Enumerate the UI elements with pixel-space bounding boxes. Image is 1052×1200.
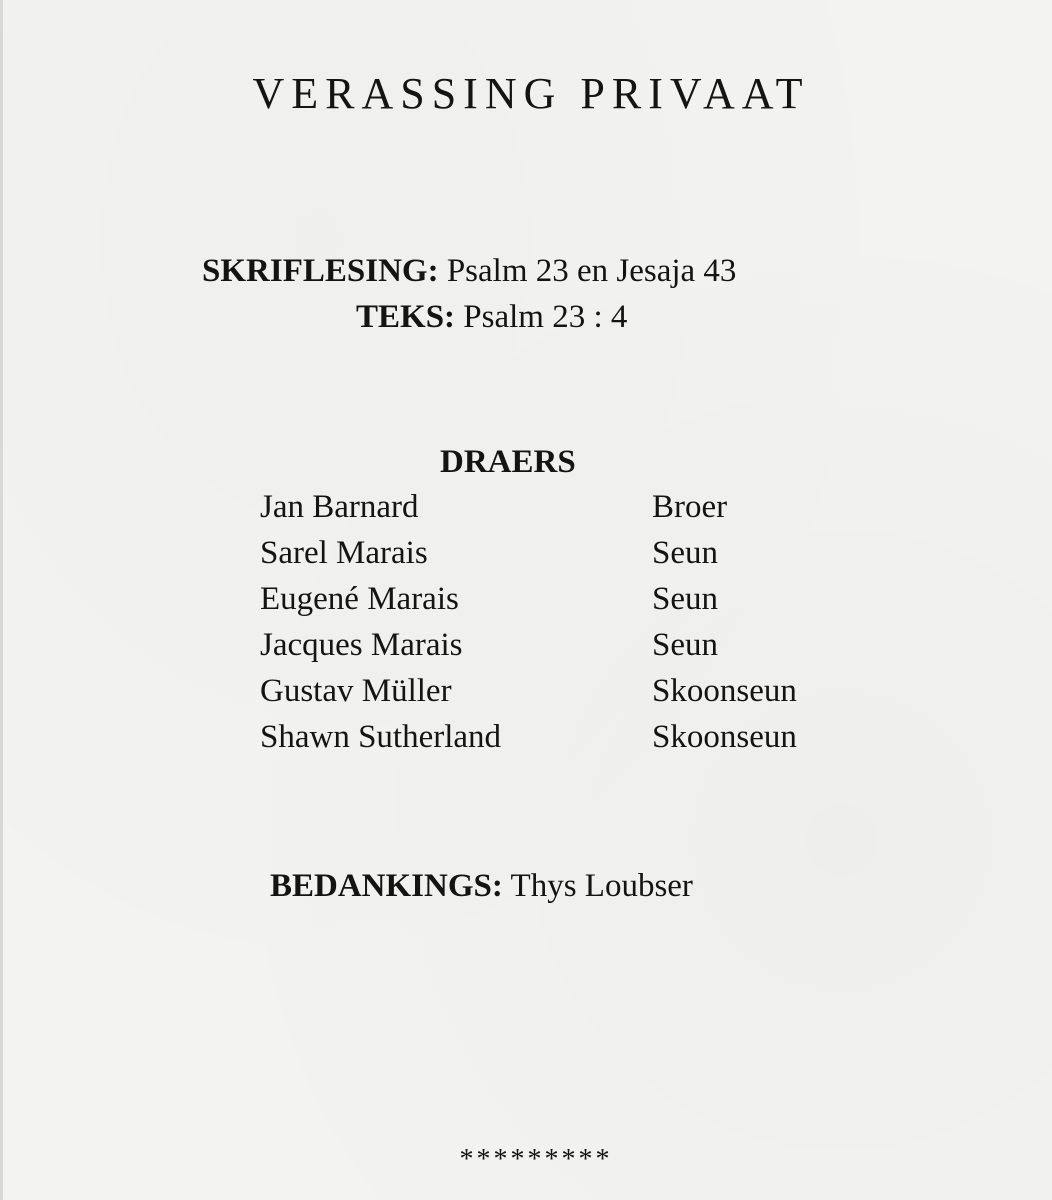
page-edge (0, 0, 3, 1200)
bearer-name: Shawn Sutherland (260, 719, 502, 755)
bearer-name: Eugené Marais (260, 581, 459, 617)
scripture-reading-line (202, 255, 736, 288)
bearer-relation: Seun (652, 581, 718, 617)
sermon-text-line (356, 301, 627, 334)
bearer-name: Jan Barnard (260, 489, 419, 525)
scripture-reading-label: SKRIFLESING: (202, 253, 439, 289)
bearers-heading: DRAERS (440, 444, 576, 480)
footer-stars: ********* (459, 1144, 613, 1175)
bearer-row (260, 629, 860, 675)
bearer-row (260, 583, 860, 629)
bearers-list (260, 491, 860, 767)
bearer-name: Jacques Marais (260, 627, 463, 663)
bearer-row (260, 537, 860, 583)
thanks-label: BEDANKINGS: (270, 868, 503, 904)
bearer-relation: Seun (652, 627, 718, 663)
bearer-name: Sarel Marais (260, 535, 428, 571)
bearer-row (260, 675, 860, 721)
scripture-reading-value: Psalm 23 en Jesaja 43 (446, 253, 737, 289)
sermon-text-label: TEKS: (356, 299, 456, 335)
bearer-row (260, 721, 860, 767)
page-title: VERASSING PRIVAAT (252, 69, 810, 118)
sermon-text-value: Psalm 23 : 4 (463, 299, 628, 335)
bearer-relation: Broer (652, 489, 728, 525)
thanks-line (270, 870, 693, 903)
bearer-relation: Skoonseun (652, 673, 797, 709)
bearer-relation: Seun (652, 535, 718, 571)
bearer-name: Gustav Müller (260, 673, 452, 709)
bearer-row (260, 491, 860, 537)
thanks-value: Thys Loubser (510, 868, 693, 904)
bearer-relation: Skoonseun (652, 719, 797, 755)
